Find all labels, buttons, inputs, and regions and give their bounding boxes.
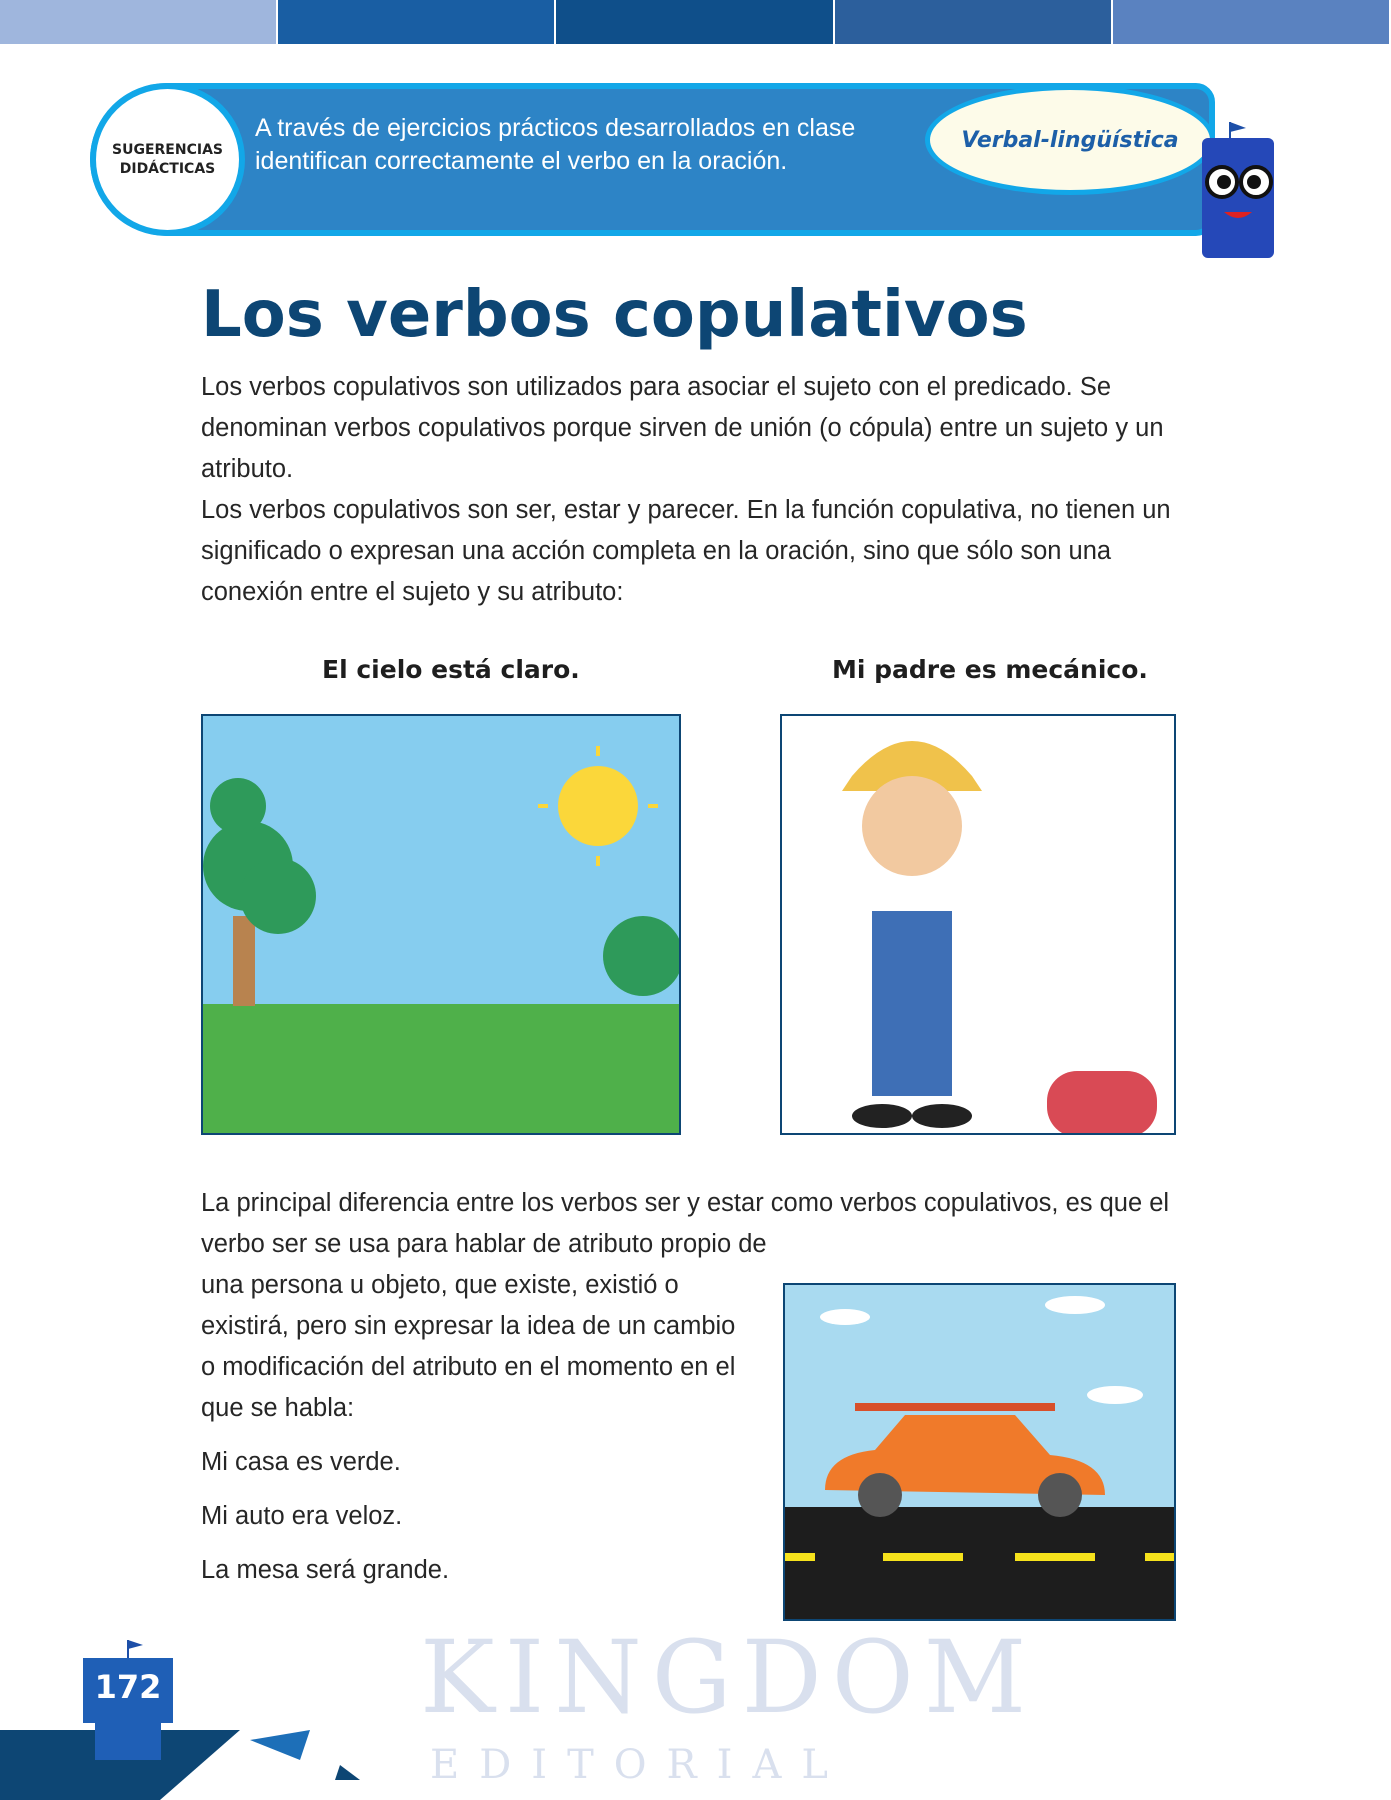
difference-paragraph-lead: La principal diferencia entre los verbos ser y estar como verbos copulativos, es que el verbo ser se usa para hablar de atributo propio de	[201, 1189, 1170, 1258]
page-number-badge	[83, 1640, 173, 1760]
suggestions-text: A través de ejercicios prácticos desarrollados en clase identifican correctamente el verbo en la oración.	[255, 114, 856, 175]
tower-mascot-icon	[1180, 120, 1300, 260]
example-sentence: Mi casa es verde.	[201, 1448, 401, 1476]
intro-paragraph-1: Los verbos copulativos son utilizados para asociar el sujeto con el predicado. Se denominan verbos copulativos porque sirven de unión (o cópula) entre un sujeto y un atributo.	[201, 373, 1164, 483]
example-sentence: Mi auto era veloz.	[201, 1502, 403, 1530]
intro-paragraph-2: Los verbos copulativos son ser, estar y parecer. En la función copulativa, no tienen un significado o expresan una acción completa en la oración, sino que sólo son una conexión entre el sujeto y su atributo:	[201, 496, 1171, 606]
intelligence-badge: Verbal-lingüística	[925, 85, 1215, 195]
car-illustration	[783, 1283, 1176, 1621]
intro-section	[201, 367, 1181, 613]
watermark-sub: EDITORIAL	[430, 1742, 848, 1788]
suggestions-label: SUGERENCIAS DIDÁCTICAS	[90, 83, 245, 236]
example-sentence: La mesa será grande.	[201, 1556, 450, 1584]
difference-paragraph-rest: una persona u objeto, que existe, existió o existirá, pero sin expresar la idea de un cambio o modificación del atributo en el momento en el que se habla:	[201, 1271, 736, 1422]
example-caption-sky: El cielo está claro.	[322, 655, 580, 684]
watermark-brand: KINGDOM	[420, 1619, 1037, 1736]
header-decoration	[0, 0, 1391, 44]
difference-section	[201, 1183, 1181, 1621]
mechanic-illustration	[780, 714, 1176, 1135]
example-caption-mechanic: Mi padre es mecánico.	[832, 655, 1148, 684]
footer-decoration	[0, 1720, 380, 1800]
page-number: 172	[94, 1668, 162, 1706]
page-title: Los verbos copulativos	[201, 278, 1028, 352]
sky-illustration	[201, 714, 681, 1135]
